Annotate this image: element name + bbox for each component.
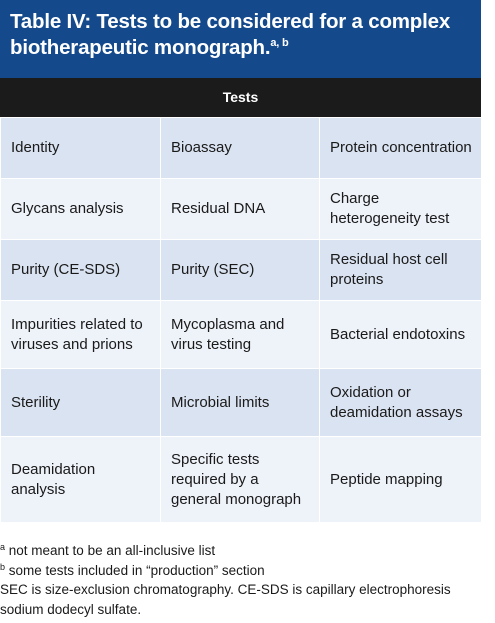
table-cell: Identity (1, 118, 161, 179)
table-cell: Residual DNA (161, 179, 320, 240)
table-row (1, 118, 482, 179)
table-cell: Mycoplasma and virus testing (161, 301, 320, 369)
table-cell: Purity (CE-SDS) (1, 240, 161, 301)
table-cell: Microbial limits (161, 369, 320, 437)
table-cell: Impurities related to viruses and prions (1, 301, 161, 369)
tests-table (0, 117, 482, 523)
table-row (1, 179, 482, 240)
table-cell: Peptide mapping (320, 437, 482, 523)
table-row (1, 301, 482, 369)
table-cell: Glycans analysis (1, 179, 161, 240)
table-row (1, 369, 482, 437)
table-cell: Purity (SEC) (161, 240, 320, 301)
footnote-marker: b (0, 561, 6, 572)
table-cell: Protein concentration (320, 118, 482, 179)
column-header-tests: Tests (0, 78, 481, 117)
footnote-marker: a (0, 542, 6, 552)
table-cell: Residual host cell proteins (320, 240, 482, 301)
table-row (1, 240, 482, 301)
abbreviations-note: SEC is size-exclusion chromatography. CE-SDS is capillary electrophoresis sodium dodecyl sulfate. (0, 582, 451, 617)
footnote-a (0, 541, 490, 561)
table-cell: Bacterial endotoxins (320, 301, 482, 369)
table-title (0, 0, 481, 78)
table-row (1, 437, 482, 523)
table-cell: Deamidation analysis (1, 437, 161, 523)
table-cell: Sterility (1, 369, 161, 437)
table-cell: Specific tests required by a general monograph (161, 437, 320, 523)
footnote-text: some tests included in “production” section (5, 562, 265, 578)
table-cell: Bioassay (161, 118, 320, 179)
table-cell: Oxidation or deamidation assays (320, 369, 482, 437)
table-title-footnote-markers: a, b (270, 37, 289, 49)
table-cell: Charge heterogeneity test (320, 179, 482, 240)
table-footnotes (0, 541, 490, 619)
table-title-text: Table IV: Tests to be considered for a complex biotherapeutic monograph. (10, 10, 451, 59)
footnote-b (0, 561, 490, 581)
footnote-text: not meant to be an all-inclusive list (5, 543, 216, 558)
